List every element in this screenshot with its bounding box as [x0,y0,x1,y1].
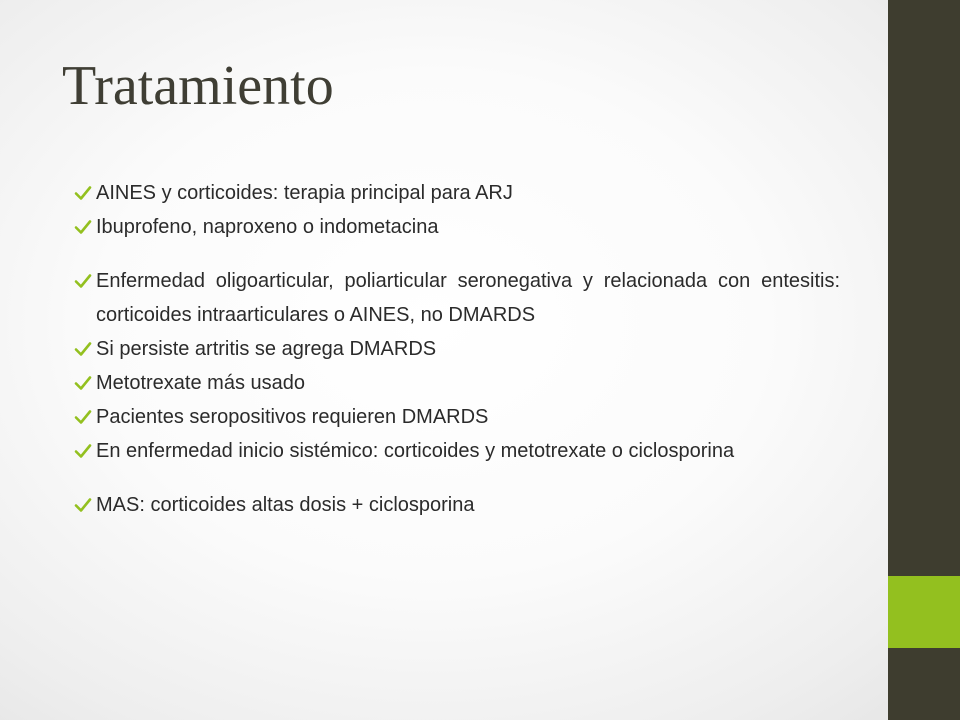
bullet-item [70,176,840,210]
checkmark-icon [74,409,92,425]
bullet-text: AINES y corticoides: terapia principal para ARJ [96,182,513,204]
bullet-text: Ibuprofeno, naproxeno o indometacina [96,216,439,238]
bullet-item [70,210,840,244]
checkmark-icon [74,341,92,357]
bullet-text: MAS: corticoides altas dosis + ciclosporina [96,494,475,516]
checkmark-icon [74,375,92,391]
bullet-item [70,366,840,400]
checkmark-icon [74,443,92,459]
checkmark-icon [74,273,92,289]
accent-block [888,576,960,648]
bullet-text: Metotrexate más usado [96,372,305,394]
checkmark-icon [74,219,92,235]
bullet-text: Pacientes seropositivos requieren DMARDS [96,406,489,428]
bullet-list [70,176,840,522]
bullet-item [70,332,840,366]
bullet-text: Enfermedad oligoarticular, poliarticular seronegativa y relacionada con entesitis: corticoides intraarticulares o AINES, no DMARDS [96,270,840,326]
checkmark-icon [74,185,92,201]
bullet-text: En enfermedad inicio sistémico: corticoides y metotrexate o ciclosporina [96,440,735,462]
checkmark-icon [74,497,92,513]
slide-title: Tratamiento [62,55,334,117]
bullet-text: Si persiste artritis se agrega DMARDS [96,338,437,360]
bullet-item [70,488,840,522]
bullet-item [70,434,840,468]
bullet-item [70,400,840,434]
bullet-item [70,264,840,332]
